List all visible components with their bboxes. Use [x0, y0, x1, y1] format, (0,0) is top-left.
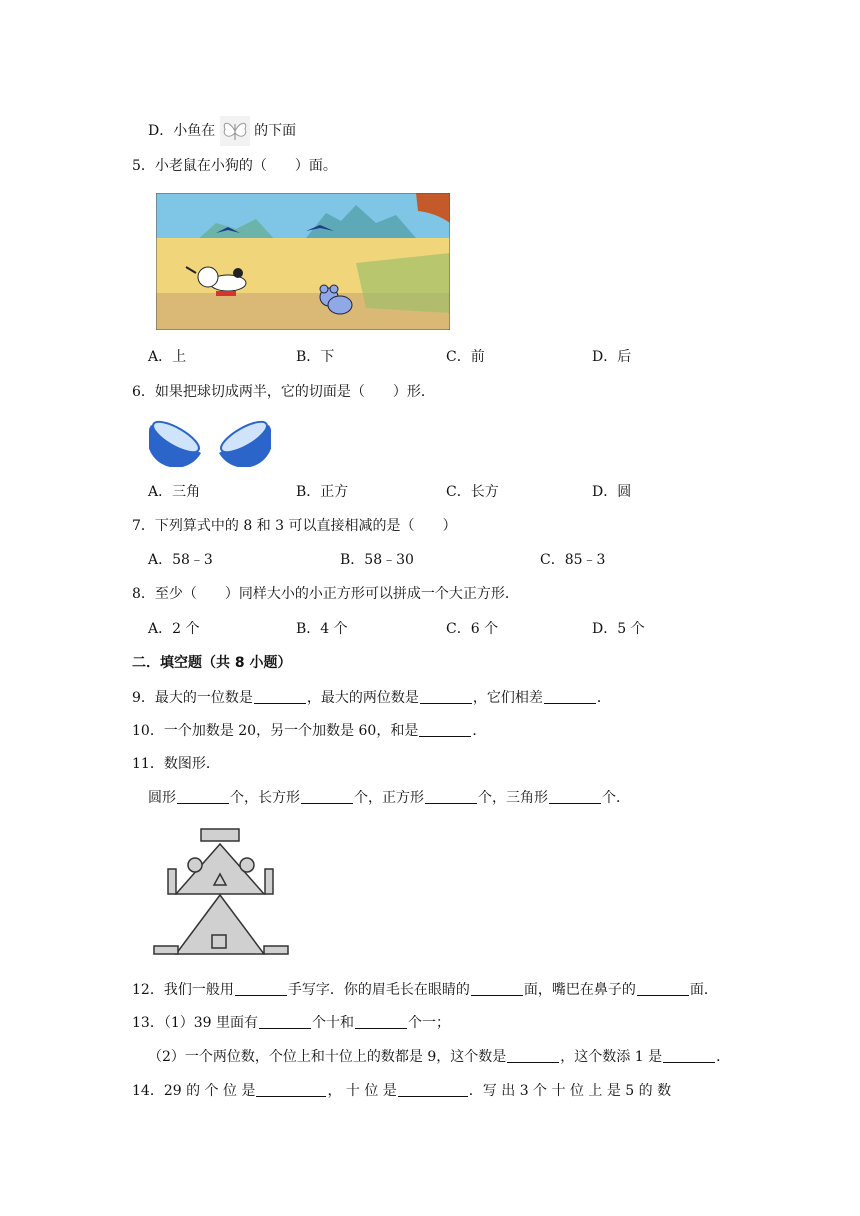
- q6-stem: 6．如果把球切成两半，它的切面是（ ）形．: [132, 384, 435, 400]
- q10-text-a: 10．一个加数是 20，另一个加数是 60，和是: [132, 723, 419, 739]
- q13-p1-text-a: 13．（1）39 里面有: [132, 1015, 258, 1031]
- q5-option-c: C．前: [446, 349, 485, 365]
- q6-picture: [149, 413, 271, 471]
- answer-blank[interactable]: [549, 789, 601, 804]
- q13-p2-text-a: （2）一个两位数，个位上和十位上的数都是 9，这个数是: [148, 1049, 507, 1065]
- q9-text-c: ，它们相差: [472, 690, 543, 706]
- q9-text-d: ．: [596, 690, 611, 706]
- answer-blank[interactable]: [663, 1048, 715, 1063]
- q12-text-d: 面．: [689, 982, 718, 998]
- q5-option-b: B．下: [296, 349, 335, 365]
- q12-text-b: 手写字．你的眉毛长在眼睛的: [287, 982, 470, 998]
- answer-blank[interactable]: [544, 689, 596, 704]
- q14-text-c: ．写 出 3 个 十 位 上 是 5 的 数: [468, 1083, 672, 1099]
- q6-option-c: C．长方: [446, 484, 499, 500]
- q4d-before: D．小鱼在: [148, 123, 216, 139]
- q7-stem: 7．下列算式中的 8 和 3 可以直接相减的是（ ）: [132, 518, 457, 534]
- q11-blanks: [148, 788, 630, 808]
- q13-p2-text-c: ．: [716, 1049, 731, 1065]
- q13-part1: [132, 1013, 450, 1033]
- q12: [132, 980, 718, 1000]
- q6-option-b: B．正方: [296, 484, 349, 500]
- answer-blank[interactable]: [471, 981, 523, 996]
- answer-blank[interactable]: [301, 789, 353, 804]
- answer-blank[interactable]: [425, 789, 477, 804]
- q5-option-d: D．后: [592, 349, 632, 365]
- q5-option-a: A．上: [148, 349, 187, 365]
- butterfly-icon: [220, 116, 250, 146]
- q8-option-a: A．2 个: [148, 621, 200, 637]
- q8-option-d: D．5 个: [592, 621, 645, 637]
- q8-option-c: C．6 个: [446, 621, 499, 637]
- q14: [132, 1081, 671, 1101]
- q10: [132, 721, 486, 741]
- q6-option-a: A．三角: [148, 484, 201, 500]
- answer-blank[interactable]: [419, 722, 471, 737]
- q6-option-d: D．圆: [592, 484, 632, 500]
- q9: [132, 688, 611, 708]
- answer-blank[interactable]: [259, 1014, 311, 1029]
- half-spheres-image: [149, 413, 271, 467]
- q12-text-c: 面，嘴巴在鼻子的: [523, 982, 636, 998]
- answer-blank[interactable]: [177, 789, 229, 804]
- q8-stem: 8．至少（ ）同样大小的小正方形可以拼成一个大正方形．: [132, 586, 519, 602]
- answer-blank[interactable]: [420, 689, 472, 704]
- shapes-figure-image: [150, 825, 292, 958]
- answer-blank[interactable]: [507, 1048, 559, 1063]
- q11-text-b: 个，长方形: [230, 790, 300, 806]
- q5-stem: 5．小老鼠在小狗的（ ）面。: [132, 158, 337, 174]
- q4-option-d: [148, 116, 296, 146]
- q10-text-b: ．: [472, 723, 487, 739]
- q11-figure: [150, 825, 292, 962]
- q12-text-a: 12．我们一般用: [132, 982, 234, 998]
- q11-stem: 11．数图形．: [132, 756, 220, 772]
- dog-mouse-scene-image: [156, 193, 450, 330]
- q4d-after: 的下面: [254, 123, 297, 139]
- q13-p1-text-b: 个十和: [312, 1015, 354, 1031]
- section-2-title: 二．填空题（共 8 小题）: [132, 655, 292, 671]
- q7-option-c: C．85﹣3: [540, 552, 606, 568]
- q7-option-a: A．58﹣3: [148, 552, 213, 568]
- q11-text-a: 圆形: [148, 790, 176, 806]
- answer-blank[interactable]: [254, 689, 306, 704]
- answer-blank[interactable]: [398, 1082, 468, 1097]
- q14-text-a: 14．29 的 个 位 是: [132, 1083, 256, 1099]
- q9-text-a: 9．最大的一位数是: [132, 690, 253, 706]
- q11-text-e: 个．: [602, 790, 630, 806]
- q13-p2-text-b: ，这个数添 1 是: [560, 1049, 663, 1065]
- q7-option-b: B．58﹣30: [340, 552, 414, 568]
- q13-p1-text-c: 个一；: [408, 1015, 450, 1031]
- q11-text-d: 个，三角形: [478, 790, 548, 806]
- q13-part2: [148, 1047, 730, 1067]
- q14-text-b: ， 十 位 是: [327, 1083, 397, 1099]
- answer-blank[interactable]: [355, 1014, 407, 1029]
- answer-blank[interactable]: [637, 981, 689, 996]
- q8-option-b: B．4 个: [296, 621, 348, 637]
- q9-text-b: ，最大的两位数是: [306, 690, 419, 706]
- answer-blank[interactable]: [235, 981, 287, 996]
- q11-text-c: 个，正方形: [354, 790, 424, 806]
- q5-picture: [156, 193, 450, 334]
- answer-blank[interactable]: [256, 1082, 326, 1097]
